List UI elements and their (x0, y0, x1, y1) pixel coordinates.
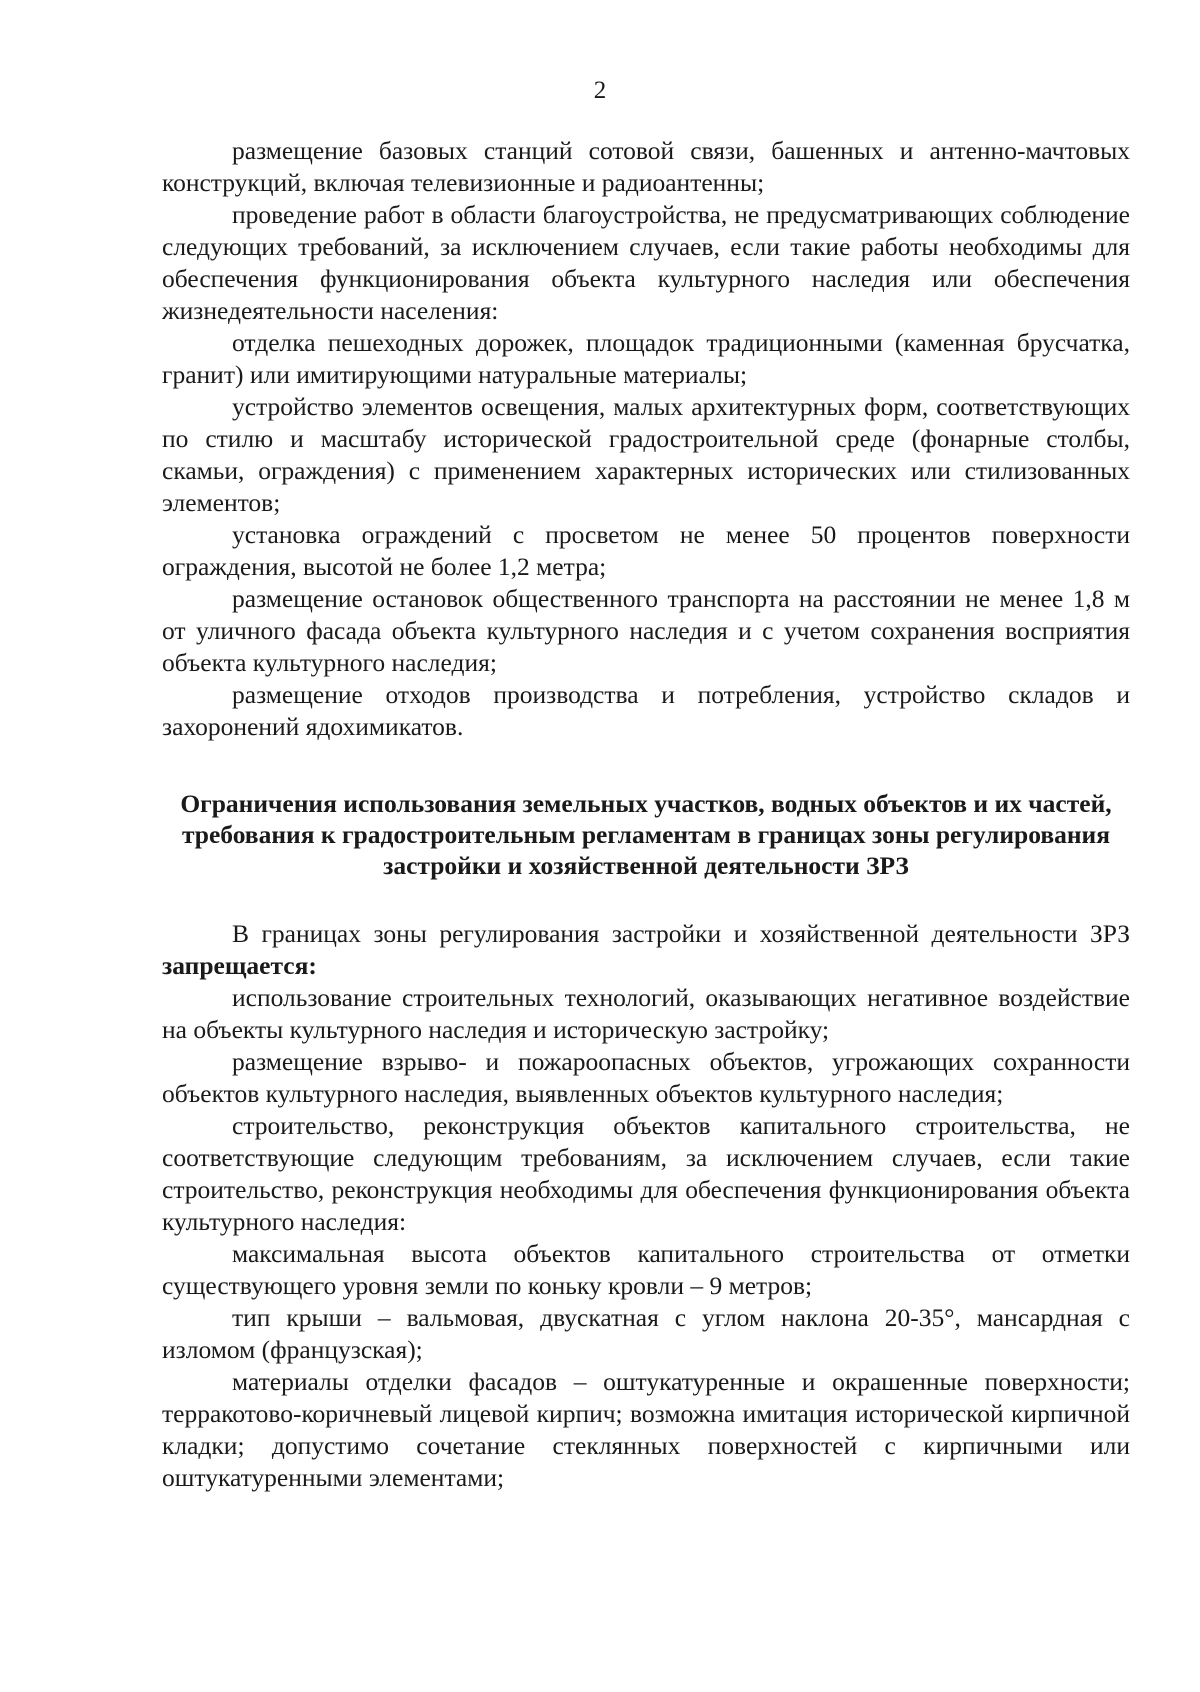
paragraph: максимальная высота объектов капитального строительства от отметки существующего уровня земли по коньку кровли – 9 метров; (162, 1239, 1130, 1300)
section-heading: Ограничения использования земельных участков, водных объектов и их частей, требования к градостроительным регламентам в границах зоны регулирования застройки и хозяйственной деятельности ЗРЗ (180, 789, 1112, 880)
lead-bold-word: запрещается: (162, 951, 317, 980)
paragraph: использование строительных технологий, оказывающих негативное воздействие на объекты культурного наследия и историческую застройку; (162, 983, 1130, 1044)
paragraph: размещение взрыво- и пожароопасных объектов, угрожающих сохранности объектов культурного наследия, выявленных объектов культурного наследия; (162, 1047, 1130, 1108)
paragraph: отделка пешеходных дорожек, площадок традиционными (каменная брусчатка, гранит) или имитирующими натуральные материалы; (162, 328, 1130, 389)
prohibitions-list-continued (162, 135, 1130, 743)
lead-text: В границах зоны регулирования застройки и хозяйственной деятельности ЗРЗ (232, 919, 1130, 948)
zrz-prohibitions (162, 918, 1130, 1494)
paragraph: размещение остановок общественного транспорта на расстоянии не менее 1,8 м от уличного фасада объекта культурного наследия и с учетом сохранения восприятия объекта культурного наследия; (162, 584, 1130, 677)
paragraph: размещение отходов производства и потребления, устройство складов и захоронений ядохимикатов. (162, 680, 1130, 741)
paragraph: установка ограждений с просветом не менее 50 процентов поверхности ограждения, высотой не более 1,2 метра; (162, 520, 1130, 581)
page-number: 2 (593, 77, 607, 104)
paragraph: устройство элементов освещения, малых архитектурных форм, соответствующих по стилю и масштабу исторической градостроительной среде (фонарные столбы, скамьи, ограждения) с применением характерных исторических или стилизованных элементов; (162, 392, 1130, 517)
paragraph: материалы отделки фасадов – оштукатуренные и окрашенные поверхности; терракотово-коричневый лицевой кирпич; возможна имитация исторической кирпичной кладки; допустимо сочетание стеклянных поверхностей с кирпичными или оштукатуренными элементами; (162, 1367, 1130, 1492)
lead-paragraph (162, 918, 1130, 982)
paragraph: тип крыши – вальмовая, двускатная с углом наклона 20-35°, мансардная с изломом (французская); (162, 1303, 1130, 1364)
paragraph: проведение работ в области благоустройства, не предусматривающих соблюдение следующих требований, за исключением случаев, если такие работы необходимы для обеспечения функционирования объекта культурного наследия или обеспечения жизнедеятельности населения: (162, 200, 1130, 325)
paragraph: размещение базовых станций сотовой связи, башенных и антенно-мачтовых конструкций, включая телевизионные и радиоантенны; (162, 136, 1130, 197)
paragraph: строительство, реконструкция объектов капитального строительства, не соответствующие следующим требованиям, за исключением случаев, если такие строительство, реконструкция необходимы для обеспечения функционирования объекта культурного наследия: (162, 1111, 1130, 1236)
